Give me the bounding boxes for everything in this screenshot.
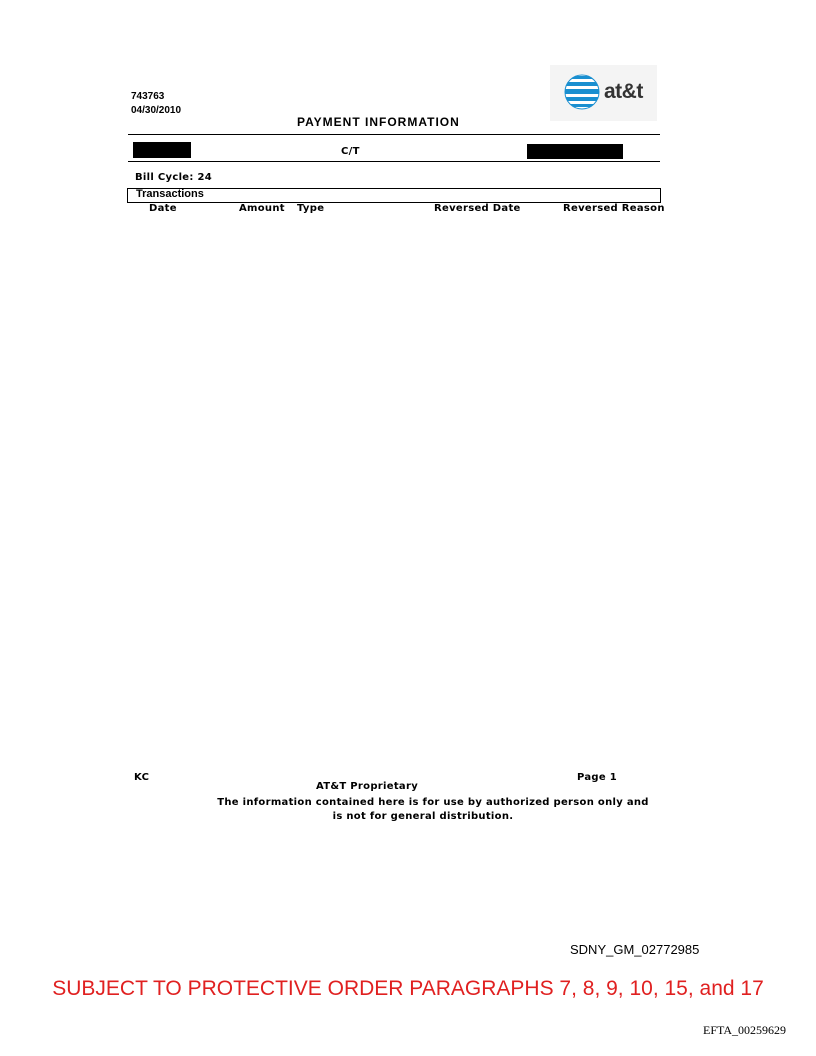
bates-number: SDNY_GM_02772985 <box>570 942 700 957</box>
confidentiality-notice-line-2: is not for general distribution. <box>332 811 514 822</box>
column-header-type: Type <box>297 203 325 214</box>
att-globe-icon <box>564 74 600 110</box>
column-header-reversed-reason: Reversed Reason <box>563 203 665 214</box>
footer-initials: KC <box>134 772 150 783</box>
confidentiality-notice-line-1: The information contained here is for use by authorized person only and <box>217 797 649 808</box>
logo-wordmark: at&t <box>604 80 643 103</box>
efta-number: EFTA_00259629 <box>703 1023 787 1037</box>
account-id: 743763 <box>131 91 165 102</box>
ct-label: C/T <box>341 146 360 157</box>
column-header-amount: Amount <box>239 203 285 214</box>
redaction-block <box>133 142 191 158</box>
column-header-reversed-date: Reversed Date <box>434 203 521 214</box>
transactions-section <box>127 188 661 203</box>
proprietary-label: AT&T Proprietary <box>316 781 419 792</box>
print-date: 04/30/2010 <box>131 105 182 116</box>
transactions-heading: Transactions <box>136 188 204 200</box>
bill-cycle: Bill Cycle: 24 <box>135 172 212 183</box>
page-number: Page 1 <box>577 772 617 783</box>
protective-order-stamp: SUBJECT TO PROTECTIVE ORDER PARAGRAPHS 7, 8, 9, 10, 15, and 17 <box>52 977 764 1000</box>
header-rule <box>128 134 660 135</box>
column-header-date: Date <box>149 203 177 214</box>
att-logo <box>550 65 657 121</box>
page-title: PAYMENT INFORMATION <box>297 115 460 129</box>
redaction-block <box>527 144 623 159</box>
account-rule <box>128 161 660 162</box>
